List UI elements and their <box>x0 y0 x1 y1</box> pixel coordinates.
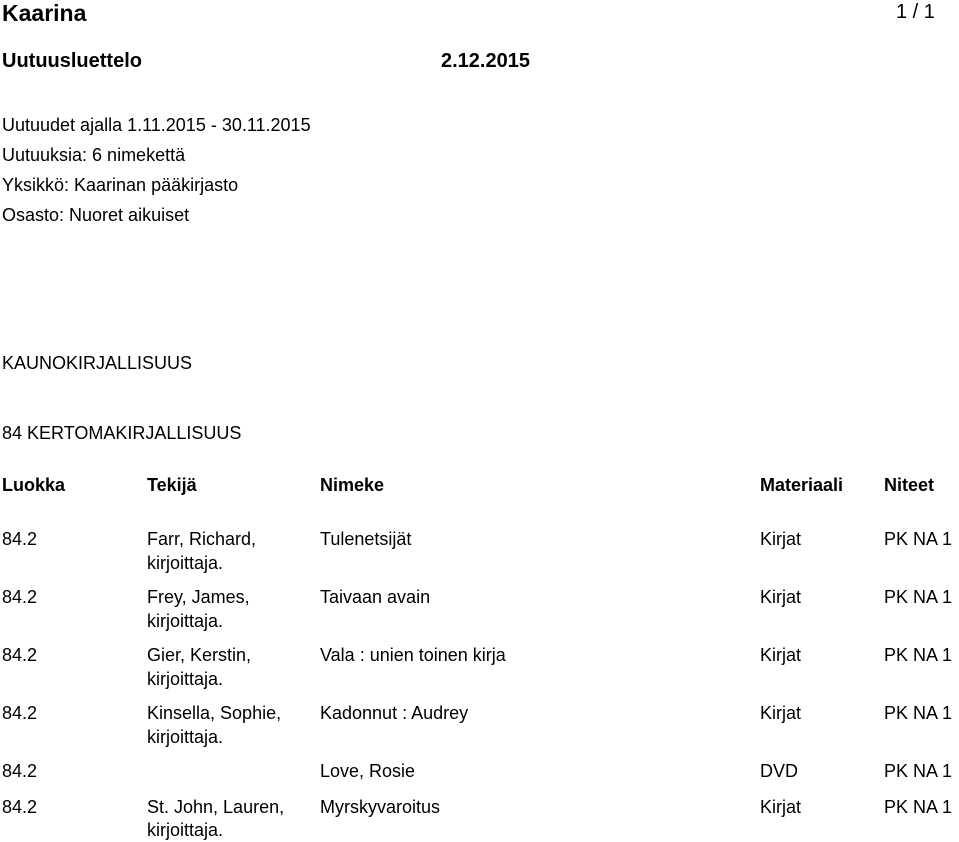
row-author: Gier, Kerstin, <box>147 645 252 665</box>
row-class: 84.2 <box>2 529 38 549</box>
row-material: DVD <box>760 761 799 781</box>
row-class: 84.2 <box>2 645 38 665</box>
row-class: 84.2 <box>2 587 38 607</box>
subsection-heading: 84 KERTOMAKIRJALLISUUS <box>2 423 242 443</box>
col-header-material: Materiaali <box>760 475 844 495</box>
report-date: 2.12.2015 <box>441 50 530 72</box>
row-class: 84.2 <box>2 797 38 817</box>
row-material: Kirjat <box>760 645 802 665</box>
row-author-role: kirjoittaja. <box>147 611 224 631</box>
row-copies: PK NA 1 <box>884 797 953 817</box>
row-copies: PK NA 1 <box>884 761 953 781</box>
row-author-role: kirjoittaja. <box>147 669 224 689</box>
row-title: Vala : unien toinen kirja <box>320 645 506 665</box>
section-heading: KAUNOKIRJALLISUUS <box>2 353 193 373</box>
col-header-copies: Niteet <box>884 475 935 495</box>
col-header-title: Nimeke <box>320 475 385 495</box>
row-title: Taivaan avain <box>320 587 431 607</box>
meta-count: Uutuuksia: 6 nimekettä <box>2 145 186 165</box>
row-title: Love, Rosie <box>320 761 416 781</box>
row-title: Myrskyvaroitus <box>320 797 441 817</box>
row-copies: PK NA 1 <box>884 703 953 723</box>
row-copies: PK NA 1 <box>884 645 953 665</box>
row-class: 84.2 <box>2 761 38 781</box>
row-title: Kadonnut : Audrey <box>320 703 469 723</box>
row-author: Frey, James, <box>147 587 250 607</box>
library-name: Kaarina <box>2 0 87 26</box>
col-header-author: Tekijä <box>147 475 197 495</box>
row-author-role: kirjoittaja. <box>147 553 224 573</box>
row-author: St. John, Lauren, <box>147 797 285 817</box>
report-title: Uutuusluettelo <box>2 50 142 72</box>
row-copies: PK NA 1 <box>884 529 953 549</box>
row-author-role: kirjoittaja. <box>147 820 224 840</box>
row-class: 84.2 <box>2 703 38 723</box>
row-material: Kirjat <box>760 587 802 607</box>
row-material: Kirjat <box>760 703 802 723</box>
meta-period: Uutuudet ajalla 1.11.2015 - 30.11.2015 <box>2 115 311 135</box>
col-header-class: Luokka <box>2 475 66 495</box>
row-author: Farr, Richard, <box>147 529 257 549</box>
row-copies: PK NA 1 <box>884 587 953 607</box>
row-title: Tulenetsijät <box>320 529 412 549</box>
row-material: Kirjat <box>760 797 802 817</box>
row-author-role: kirjoittaja. <box>147 727 224 747</box>
row-material: Kirjat <box>760 529 802 549</box>
row-author: Kinsella, Sophie, <box>147 703 282 723</box>
meta-unit: Yksikkö: Kaarinan pääkirjasto <box>2 175 239 195</box>
page-number: 1 / 1 <box>896 1 935 23</box>
meta-department: Osasto: Nuoret aikuiset <box>2 205 190 225</box>
